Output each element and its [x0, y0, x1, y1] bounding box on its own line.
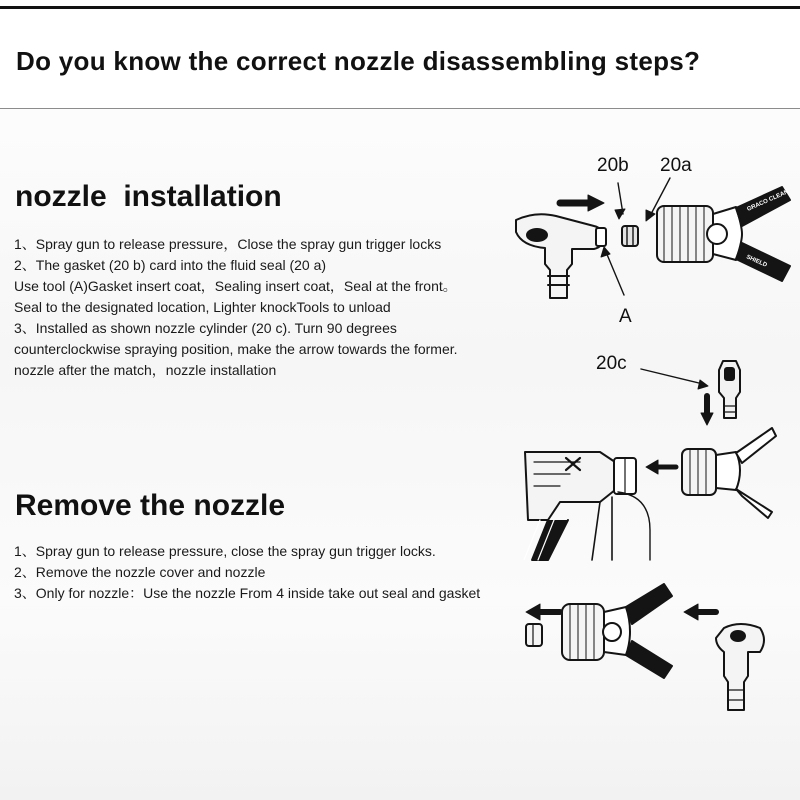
leader-line-a: [606, 252, 624, 295]
tool-a-illustration: [516, 214, 606, 298]
removal-step-line: 2、Remove the nozzle cover and nozzle: [14, 564, 266, 580]
guard-brand-text-top: GRACO CLEAN: [746, 189, 790, 213]
insert-arrowhead-icon: [588, 195, 604, 211]
installation-heading: nozzle installation: [15, 180, 282, 213]
tip-removed-part: [716, 624, 764, 710]
page-title: Do you know the correct nozzle disassembling steps?: [16, 46, 701, 76]
nozzle-20c-part: [719, 361, 740, 418]
gasket-20b-part: [622, 226, 638, 246]
seal-removed-part: [526, 624, 542, 646]
installation-step-line: nozzle after the match，nozzle installation: [14, 362, 277, 378]
installation-step-line: Seal to the designated location, Lighter knockTools to unload: [14, 299, 391, 315]
leader-line-20c: [641, 369, 703, 384]
nozzle-guard-removed: [562, 584, 672, 678]
label-20a: 20a: [660, 155, 692, 176]
removal-step-line: 1、Spray gun to release pressure, close the spray gun trigger locks.: [14, 543, 436, 559]
installation-step-line: counterclockwise spraying position, make the arrow towards the former.: [14, 341, 458, 357]
guard-brand-text-bottom: SHIELD: [745, 254, 768, 269]
label-a: A: [619, 306, 632, 327]
installation-step-line: 1、Spray gun to release pressure，Close the spray gun trigger locks: [14, 236, 442, 252]
label-20b: 20b: [597, 155, 629, 176]
label-20c: 20c: [596, 353, 627, 374]
installation-step-line: Use tool (A)Gasket insert coat，Sealing insert coat，Seal at the front。: [14, 278, 457, 294]
spray-gun-illustration: [524, 452, 650, 560]
removal-step-line: 3、Only for nozzle：Use the nozzle From 4 inside take out seal and gasket: [14, 585, 481, 601]
installation-step-line: 3、Installed as shown nozzle cylinder (20 c). Turn 90 degrees: [14, 320, 397, 336]
nozzle-guard-20a: [657, 187, 790, 281]
nozzle-guard-assembly-fig2: [682, 428, 776, 518]
installation-step-line: 2、The gasket (20 b) card into the fluid seal (20 a): [14, 257, 327, 273]
removal-heading: Remove the nozzle: [15, 489, 286, 522]
